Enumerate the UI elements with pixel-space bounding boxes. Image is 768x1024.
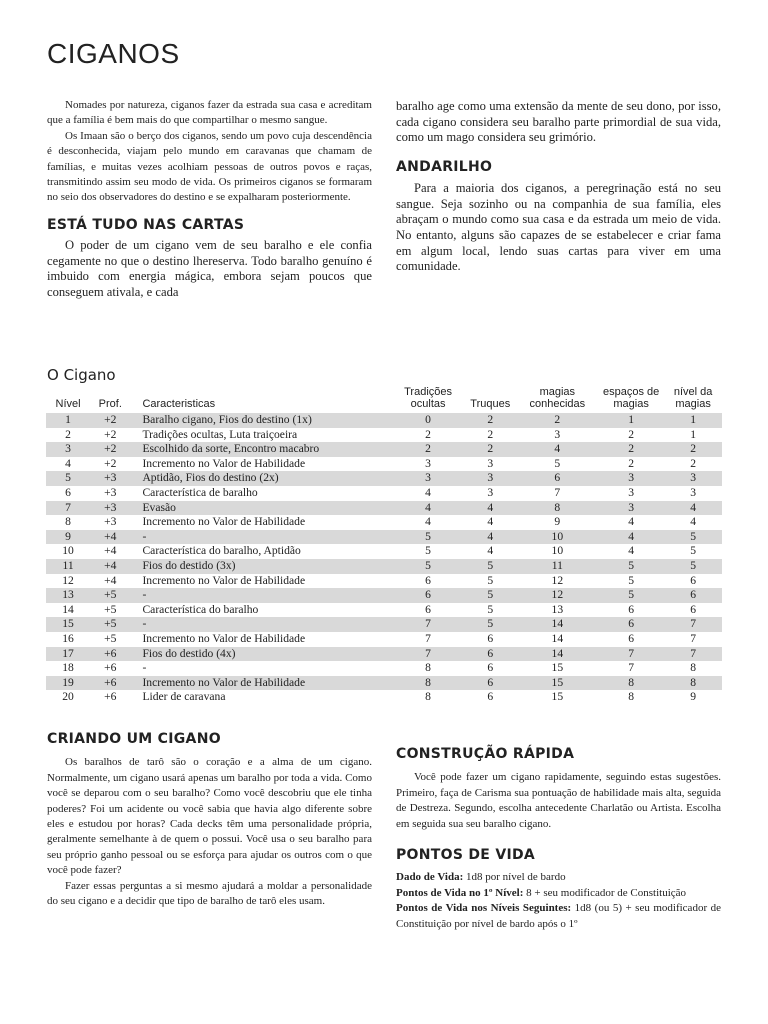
- cell-magias: 10: [517, 530, 598, 545]
- cell-truques: 2: [464, 442, 517, 457]
- cell-prof: +6: [90, 647, 130, 662]
- cell-espacos: 7: [598, 647, 664, 662]
- cell-features: -: [130, 661, 392, 676]
- cell-tradicoes: 2: [392, 442, 464, 457]
- pv-nivel-1: [396, 886, 721, 901]
- table-row: [46, 661, 722, 676]
- cell-prof: +5: [90, 632, 130, 647]
- cell-nivel: 1: [46, 413, 90, 428]
- table-row: [46, 632, 722, 647]
- cell-features: Fios do destido (3x): [130, 559, 392, 574]
- cell-magias: 15: [517, 661, 598, 676]
- header-nivel-magias: nível da magias: [673, 386, 713, 410]
- cell-nivel: 9: [46, 530, 90, 545]
- pv-niveis-seguintes: [396, 901, 721, 932]
- table-row: [46, 690, 722, 705]
- page-title: CIGANOS: [47, 38, 180, 69]
- cell-espacos: 6: [598, 632, 664, 647]
- cell-nivel-magias: 5: [664, 559, 722, 574]
- cell-espacos: 4: [598, 515, 664, 530]
- cell-espacos: 5: [598, 574, 664, 589]
- cell-prof: +6: [90, 661, 130, 676]
- cell-truques: 4: [464, 530, 517, 545]
- cell-tradicoes: 6: [392, 603, 464, 618]
- cell-nivel-magias: 9: [664, 690, 722, 705]
- cell-truques: 5: [464, 559, 517, 574]
- cell-nivel-magias: 4: [664, 501, 722, 516]
- cell-truques: 2: [464, 428, 517, 443]
- cell-prof: +2: [90, 413, 130, 428]
- cell-magias: 12: [517, 588, 598, 603]
- cell-nivel-magias: 8: [664, 661, 722, 676]
- table-row: [46, 559, 722, 574]
- cell-magias: 14: [517, 647, 598, 662]
- cell-features: Aptidão, Fios do destino (2x): [130, 471, 392, 486]
- cell-tradicoes: 5: [392, 544, 464, 559]
- cell-prof: +3: [90, 515, 130, 530]
- cell-features: Incremento no Valor de Habilidade: [130, 515, 392, 530]
- cell-prof: +4: [90, 530, 130, 545]
- table-row: [46, 413, 722, 428]
- pv-nivel-1-label: Pontos de Vida no 1º Nível:: [396, 886, 524, 899]
- cell-nivel-magias: 2: [664, 442, 722, 457]
- cell-tradicoes: 7: [392, 617, 464, 632]
- cell-truques: 4: [464, 515, 517, 530]
- cell-nivel-magias: 5: [664, 544, 722, 559]
- cell-features: Tradições ocultas, Luta traiçoeira: [130, 428, 392, 443]
- cell-features: Característica de baralho: [130, 486, 392, 501]
- cell-prof: +3: [90, 486, 130, 501]
- cell-nivel: 2: [46, 428, 90, 443]
- cell-features: Escolhido da sorte, Encontro macabro: [130, 442, 392, 457]
- cell-features: -: [130, 617, 392, 632]
- cell-features: Baralho cigano, Fios do destino (1x): [130, 413, 392, 428]
- intro-paragraph-2: Os Imaan são o berço dos ciganos, sendo um povo cuja descendência é desconhecida, viajam pelo mundo em caravanas que chamam de famílias, e muitas vezes acolhiam pessoas de outros povos e raças, transmitindo assim seu modo de vida. Os primeiros ciganos se formaram no seio dos observadores do destino e se expalharam posteriormente.: [47, 129, 372, 204]
- table-row: [46, 676, 722, 691]
- cell-magias: 12: [517, 574, 598, 589]
- cell-truques: 6: [464, 676, 517, 691]
- cell-prof: +2: [90, 442, 130, 457]
- cell-truques: 5: [464, 617, 517, 632]
- cell-magias: 6: [517, 471, 598, 486]
- cell-nivel: 14: [46, 603, 90, 618]
- cell-tradicoes: 4: [392, 486, 464, 501]
- cell-nivel: 17: [46, 647, 90, 662]
- cell-magias: 9: [517, 515, 598, 530]
- section-heading-cartas: ESTÁ TUDO NAS CARTAS: [47, 216, 245, 233]
- table-body: [46, 413, 722, 705]
- cell-nivel-magias: 1: [664, 428, 722, 443]
- cell-nivel: 15: [46, 617, 90, 632]
- cell-nivel: 7: [46, 501, 90, 516]
- cell-tradicoes: 8: [392, 676, 464, 691]
- cell-prof: +4: [90, 544, 130, 559]
- pv-nivel-1-value: 8 + seu modificador de Constituição: [523, 886, 687, 899]
- table-row: [46, 486, 722, 501]
- dado-de-vida-value: 1d8 por nível de bardo: [463, 871, 566, 884]
- cell-features: Fios do destido (4x): [130, 647, 392, 662]
- table-row: [46, 442, 722, 457]
- cell-magias: 14: [517, 617, 598, 632]
- cartas-paragraph-1: O poder de um cigano vem de seu baralho e ele confia cegamente no que o destino lhereserva. Todo baralho genuíno é imbuido com energia mágica, embora sejam poucos que conseguem ativala, e cada: [47, 238, 372, 300]
- right-column-top: [396, 99, 721, 275]
- cell-magias: 15: [517, 690, 598, 705]
- table-row: [46, 574, 722, 589]
- cell-tradicoes: 5: [392, 559, 464, 574]
- criando-paragraph-1: Os baralhos de tarô são o coração e a alma de um cigano. Normalmente, um cigano usará apenas um baralho por toda a vida. Como você se deparou com o seu baralho? Como você descobriu que ele tinha poderes? Foi um acidente ou você sabia que havia algo diferente sobre eles e estudou por horas? Cada decks têm uma personalidade própria, geralmente semelhante à de quem o possui. Você usa o seu baralho para seu próprio ganho pessoal ou se esforça para ajudar os outros com o que você pode fazer?: [47, 756, 372, 877]
- cell-tradicoes: 4: [392, 515, 464, 530]
- table-row: [46, 471, 722, 486]
- left-column-bottom: [47, 732, 372, 909]
- header-features: Caracteristicas: [142, 398, 216, 410]
- construcao-paragraph-1: Você pode fazer um cigano rapidamente, seguindo estas sugestões. Primeiro, faça de Carisma sua pontuação de habilidade mais alta, seguida de Destreza. Segundo, escolha antecedente Charlatão ou Artista. Escolha em seguida sua seu baralho cigano.: [396, 771, 721, 830]
- cell-espacos: 4: [598, 530, 664, 545]
- cell-nivel: 10: [46, 544, 90, 559]
- cell-truques: 6: [464, 647, 517, 662]
- header-prof: Prof.: [98, 398, 122, 410]
- dado-de-vida-label: Dado de Vida:: [396, 871, 464, 884]
- cell-espacos: 3: [598, 501, 664, 516]
- header-magias: magias conhecidas: [529, 386, 586, 410]
- cell-espacos: 2: [598, 428, 664, 443]
- cell-nivel: 18: [46, 661, 90, 676]
- cell-features: Lider de caravana: [130, 690, 392, 705]
- cell-espacos: 4: [598, 544, 664, 559]
- header-espacos: espaços de magias: [602, 386, 660, 410]
- cell-nivel-magias: 3: [664, 486, 722, 501]
- cell-espacos: 1: [598, 413, 664, 428]
- cell-truques: 6: [464, 690, 517, 705]
- cell-tradicoes: 6: [392, 574, 464, 589]
- cell-features: Característica do baralho, Aptidão: [130, 544, 392, 559]
- cell-features: Incremento no Valor de Habilidade: [130, 457, 392, 472]
- table-row: [46, 603, 722, 618]
- intro-paragraph-1: Nomades por natureza, ciganos fazer da estrada sua casa e acreditam que a família é bem mais do que compartilhar o mesmo sangue.: [47, 99, 372, 127]
- cell-prof: +6: [90, 676, 130, 691]
- cell-nivel: 5: [46, 471, 90, 486]
- cell-prof: +5: [90, 588, 130, 603]
- cell-magias: 3: [517, 428, 598, 443]
- cell-prof: +4: [90, 559, 130, 574]
- cell-nivel: 8: [46, 515, 90, 530]
- cell-espacos: 6: [598, 617, 664, 632]
- cell-truques: 6: [464, 661, 517, 676]
- cell-truques: 3: [464, 457, 517, 472]
- cell-nivel: 20: [46, 690, 90, 705]
- section-heading-criando: CRIANDO UM CIGANO: [47, 731, 221, 747]
- cell-tradicoes: 2: [392, 428, 464, 443]
- cell-tradicoes: 3: [392, 471, 464, 486]
- cell-truques: 3: [464, 486, 517, 501]
- cell-espacos: 7: [598, 661, 664, 676]
- cell-espacos: 8: [598, 676, 664, 691]
- header-truques: Truques: [470, 398, 511, 410]
- cell-magias: 10: [517, 544, 598, 559]
- cell-prof: +5: [90, 603, 130, 618]
- cell-truques: 3: [464, 471, 517, 486]
- cell-espacos: 6: [598, 603, 664, 618]
- cell-prof: +2: [90, 457, 130, 472]
- cell-magias: 11: [517, 559, 598, 574]
- cell-features: Característica do baralho: [130, 603, 392, 618]
- cell-prof: +4: [90, 574, 130, 589]
- cell-tradicoes: 7: [392, 647, 464, 662]
- table-row: [46, 428, 722, 443]
- table-row: [46, 647, 722, 662]
- cell-prof: +3: [90, 471, 130, 486]
- cell-truques: 6: [464, 632, 517, 647]
- cell-magias: 14: [517, 632, 598, 647]
- cell-nivel: 16: [46, 632, 90, 647]
- cell-nivel: 4: [46, 457, 90, 472]
- cell-nivel: 13: [46, 588, 90, 603]
- section-heading-andarilho: ANDARILHO: [396, 158, 493, 175]
- cell-nivel-magias: 5: [664, 530, 722, 545]
- pv-niveis-seguintes-value: 1d8 (ou 5) + seu modificador de Constituição por nível de bardo após o 1º: [396, 902, 721, 930]
- criando-paragraph-2: Fazer essas perguntas a si mesmo ajudará a moldar a personalidade do seu cigano e a decidir que tipo de baralho de tarô eles usam.: [47, 879, 372, 908]
- cell-espacos: 3: [598, 486, 664, 501]
- left-column-top: [47, 98, 372, 301]
- table-row: [46, 515, 722, 530]
- cell-nivel: 3: [46, 442, 90, 457]
- table-row: [46, 544, 722, 559]
- cell-espacos: 2: [598, 442, 664, 457]
- cell-tradicoes: 5: [392, 530, 464, 545]
- cell-prof: +5: [90, 617, 130, 632]
- cell-espacos: 3: [598, 471, 664, 486]
- cell-nivel-magias: 1: [664, 413, 722, 428]
- cell-espacos: 8: [598, 690, 664, 705]
- cell-magias: 2: [517, 413, 598, 428]
- cell-magias: 7: [517, 486, 598, 501]
- table-row: [46, 501, 722, 516]
- cell-nivel-magias: 7: [664, 647, 722, 662]
- cell-nivel: 11: [46, 559, 90, 574]
- cell-prof: +3: [90, 501, 130, 516]
- cell-magias: 8: [517, 501, 598, 516]
- cell-features: -: [130, 588, 392, 603]
- cell-magias: 4: [517, 442, 598, 457]
- cell-features: Incremento no Valor de Habilidade: [130, 574, 392, 589]
- cell-features: Incremento no Valor de Habilidade: [130, 676, 392, 691]
- cell-tradicoes: 8: [392, 661, 464, 676]
- section-heading-construcao: CONSTRUÇÃO RÁPIDA: [396, 746, 575, 762]
- cartas-paragraph-continued: baralho age como uma extensão da mente de seu dono, por isso, cada cigano considera seu baralho parte primordial de sua vida, como um mago considera seu grimório.: [396, 99, 721, 145]
- table-row: [46, 588, 722, 603]
- cell-espacos: 2: [598, 457, 664, 472]
- cell-nivel: 12: [46, 574, 90, 589]
- cell-nivel-magias: 2: [664, 457, 722, 472]
- andarilho-paragraph-1: Para a maioria dos ciganos, a peregrinação está no seu sangue. Seja sozinho ou na companhia de sua família, eles abraçam o mundo como sua casa e da estrada um meio de vida. No entanto, alguns são capazes de se estabelecer e criar fama em algum local, lendo suas cartas para viver em uma comunidade.: [396, 181, 721, 274]
- table-header-row: [46, 386, 722, 413]
- cell-nivel-magias: 4: [664, 515, 722, 530]
- table-row: [46, 617, 722, 632]
- cell-nivel-magias: 6: [664, 574, 722, 589]
- cell-features: Incremento no Valor de Habilidade: [130, 632, 392, 647]
- cell-features: -: [130, 530, 392, 545]
- dado-de-vida: [396, 870, 721, 885]
- cell-tradicoes: 4: [392, 501, 464, 516]
- header-nivel: Nível: [55, 398, 81, 410]
- cell-features: Evasão: [130, 501, 392, 516]
- cell-truques: 5: [464, 603, 517, 618]
- cell-magias: 5: [517, 457, 598, 472]
- cell-prof: +6: [90, 690, 130, 705]
- cell-tradicoes: 3: [392, 457, 464, 472]
- cell-tradicoes: 8: [392, 690, 464, 705]
- cell-nivel-magias: 6: [664, 588, 722, 603]
- cell-espacos: 5: [598, 559, 664, 574]
- cell-nivel-magias: 7: [664, 632, 722, 647]
- pv-niveis-seguintes-label: Pontos de Vida nos Níveis Seguintes:: [396, 902, 572, 915]
- cell-tradicoes: 0: [392, 413, 464, 428]
- cell-truques: 5: [464, 574, 517, 589]
- cell-nivel-magias: 3: [664, 471, 722, 486]
- right-column-bottom: [396, 747, 721, 932]
- header-tradicoes: Tradições ocultas: [404, 386, 453, 410]
- class-table-title: O Cigano: [47, 366, 116, 384]
- cell-nivel-magias: 6: [664, 603, 722, 618]
- cell-truques: 5: [464, 588, 517, 603]
- cell-nivel-magias: 7: [664, 617, 722, 632]
- cell-truques: 4: [464, 544, 517, 559]
- cell-tradicoes: 6: [392, 588, 464, 603]
- cell-espacos: 5: [598, 588, 664, 603]
- cell-nivel: 19: [46, 676, 90, 691]
- table-row: [46, 457, 722, 472]
- section-heading-pontos: PONTOS DE VIDA: [396, 847, 536, 864]
- cell-truques: 4: [464, 501, 517, 516]
- cell-magias: 15: [517, 676, 598, 691]
- cell-tradicoes: 7: [392, 632, 464, 647]
- cell-magias: 13: [517, 603, 598, 618]
- cell-prof: +2: [90, 428, 130, 443]
- cell-truques: 2: [464, 413, 517, 428]
- cell-nivel-magias: 8: [664, 676, 722, 691]
- cell-nivel: 6: [46, 486, 90, 501]
- table-row: [46, 530, 722, 545]
- class-progression-table: [46, 386, 722, 705]
